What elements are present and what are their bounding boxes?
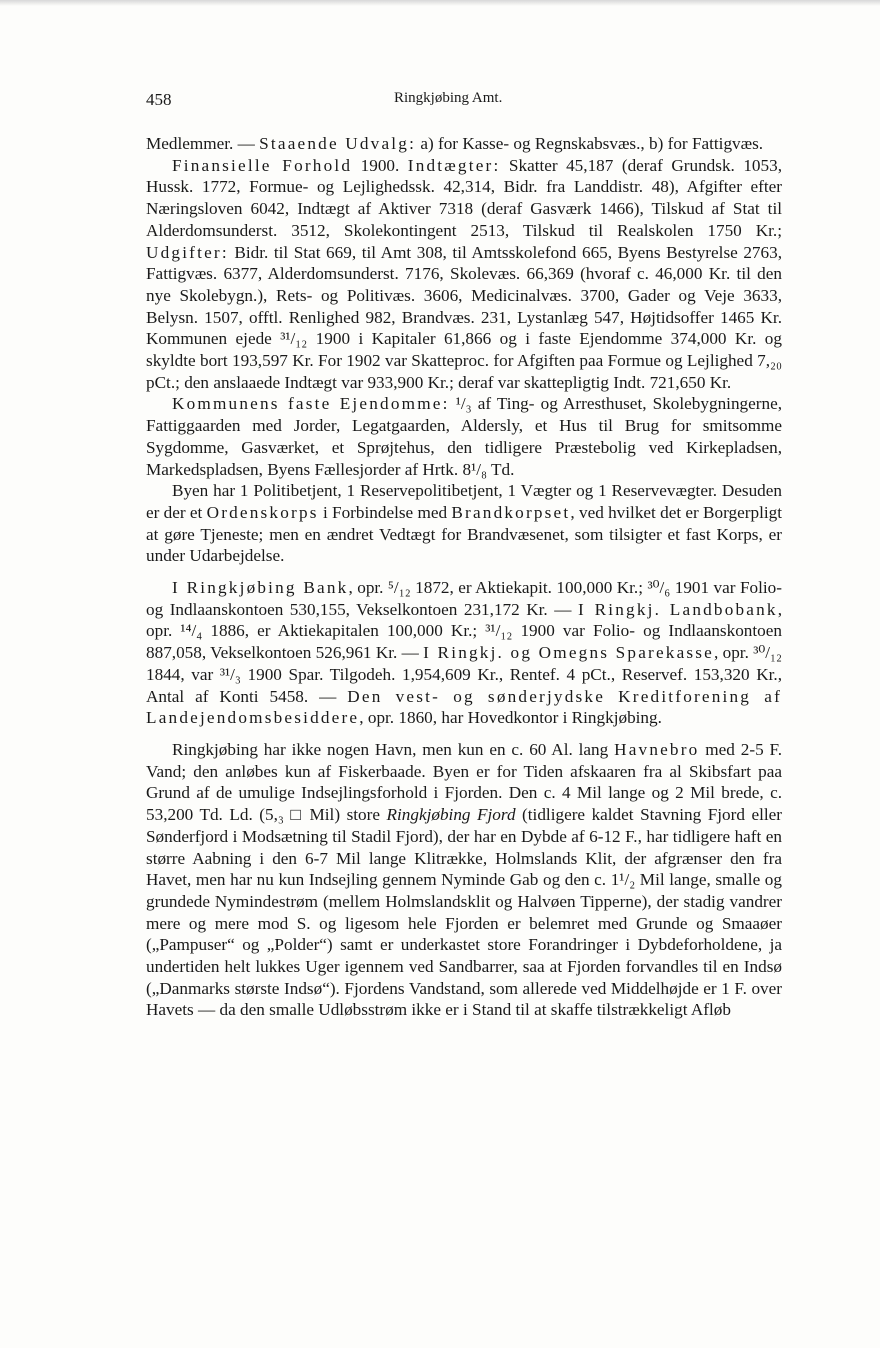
text-segment: , opr. ³⁰/₁₂ 1844, var ³¹/₃ 1900 Spar. Tilgodeh. 1,954,609 Kr., Rentef. 4 pCt., Reservef. 153,320 Kr., Antal af Konti 5458. —: [146, 643, 782, 706]
paragraph-banks: [146, 577, 782, 729]
text-segment: a) for Kasse- og Regnskabsvæs., b) for Fattigvæs.: [416, 134, 764, 153]
text-segment: Ringkjøbing har ikke nogen Havn, men kun en c. 60 Al. lang: [172, 739, 615, 759]
text-segment: ¹/₃ af Ting- og Arresthuset, Skolebygningerne, Fattiggaarden med Jorder, Legatgaarden, Aldersly, et Hus til Brug for smitsomme Sygdomme, Gasværket, et Sprøjtehus, den tidligere Præstebolig ved Kirkepladsen, Markedspladsen, Byens Fællesjorder af Hrtk. 8¹/₈ Td.: [146, 394, 782, 479]
text-segment-spaced: Havnebro: [614, 739, 700, 759]
running-title: Ringkjøbing Amt.: [394, 90, 503, 106]
paragraph-finances: [146, 155, 782, 394]
text-segment-spaced: Den vest- og sønderjydske Kreditforening af Landejendomsbesiddere: [146, 686, 782, 728]
text-segment-italic: Ringkjøbing Fjord: [386, 805, 516, 825]
text-segment-spaced: Staaende Udvalg:: [259, 134, 417, 153]
paragraph-police: [146, 480, 782, 567]
text-segment-spaced: Brandkorpset: [451, 502, 571, 522]
paragraph-committees: [146, 133, 782, 155]
text-segment: Skatter 45,187 (deraf Grundsk. 1053, Hussk. 1772, Formue- og Lejlighedssk. 42,314, Bidr. fra Landdistr. 48), Afgifter efter Næringsloven 6042, Indtægt af Aktiver 7318 (deraf Gasværk 1466), Tilskud af Stat til Alderdomsunderst. 3512, Skolekontingent 2513, Tilskud til Realskolen 1750 Kr.;: [146, 155, 782, 240]
text-segment-spaced: Udgifter:: [146, 242, 229, 262]
page-number: 458: [146, 90, 172, 109]
text-segment: , opr. 1860, har Hovedkontor i Ringkjøbing.: [359, 708, 662, 728]
text-segment: med 2-5 F. Vand; den anløbes kun af Fiskerbaade. Byen er for Tiden afskaaren fra al Skibsfart paa Grund af de umulige Indsejlingsforhold i Fjorden. Den c. 4 Mil lange og 2 Mil brede, c. 53,200 Td. Ld. (5,₃ □ Mil) store: [146, 739, 782, 825]
scan-edge-shadow: [0, 0, 880, 6]
text-segment: (tidligere kaldet Stavning Fjord eller Sønderfjord i Modsætning til Stadil Fjord), der har en Dybde af 6-12 F., har tidligere haft en større Aabning i den 6-7 Mil lange Klitrække, Holmslands Klit, der afgrænser den fra Havet, men har nu kun Indsejling gennem Nyminde Gab og den c. 1¹/₂ Mil lange, smalle og grundede Nymindestrøm (mellem Holmslandsklit og Halvøen Tipperne), der stadig vandrer mere og mere mod S. og ligesom hele Fjorden er belemret med Grunde og Smaaøer („Pampuser“ og „Polder“) samt er underkastet store Forandringer i Dybdeforholdene, ja undertiden helt lukkes Uger igennem ved Sandbarrer, saa at Fjorden forvandles til en Indsø („Danmarks største Indsø“). Fjordens Vandstand, som allerede ved Middelhøjde er 1 F. over Havets — da den smalle Udløbsstrøm ikke er i Stand til at skaffe tilstrækkeligt Afløb: [146, 805, 782, 1020]
text-segment-spaced: Finansielle Forhold: [172, 155, 353, 175]
text-segment: , opr. ¹⁴/₄ 1886, er Aktiekapitalen 100,000 Kr.; ³¹/₁₂ 1900 var Folio- og Indlaanskontoen 887,058, Vekselkontoen 526,961 Kr. —: [146, 599, 783, 663]
text-segment-spaced: Ordenskorps: [206, 502, 319, 522]
text-segment-spaced: Indtægter:: [407, 155, 501, 175]
text-segment: i Forbindelse med: [318, 502, 452, 522]
paragraph-harbour-fjord: [146, 739, 782, 1021]
paragraph-property: [146, 393, 782, 480]
page-header: [146, 90, 786, 114]
body-text: [146, 133, 782, 1021]
text-segment: Medlemmer. —: [146, 134, 260, 153]
text-segment: , opr. ⁵/₁₂ 1872, er Aktiekapit. 100,000 Kr.; ³⁰/₆ 1901 var Folio- og Indlaanskontoen 530,155, Vekselkontoen 231,172 Kr. —: [146, 578, 782, 619]
text-segment: 1900.: [352, 155, 408, 175]
text-segment-spaced: Kommunens faste Ejendomme:: [172, 394, 450, 414]
text-segment-spaced: I Ringkj. og Omegns Sparekasse: [423, 643, 715, 663]
text-segment: , ved hvilket det er Borgerpligt at gøre Tjeneste; men en ændret Vedtægt for Brandvæsenet, som tilsigter et fast Korps, er under Udarbejdelse.: [146, 502, 782, 566]
text-segment-spaced: I Ringkjøbing Bank: [172, 578, 349, 598]
text-segment: Byen har 1 Politibetjent, 1 Reservepolitibetjent, 1 Vægter og 1 Reservevægter. Desuden er der et: [146, 481, 782, 522]
text-segment-spaced: I Ringkj. Landbobank: [577, 599, 778, 619]
text-segment: Bidr. til Stat 669, til Amt 308, til Amtsskolefond 665, Byens Bestyrelse 2763, Fattigvæs. 6377, Alderdomsunderst. 7176, Skolevæs. 66,369 (hvoraf c. 46,000 Kr. til den nye Skolebygn.), Rets- og Politivæs. 3606, Medicinalvæs. 3700, Gader og Veje 3633, Belysn. 1507, offtl. Renlighed 982, Brandvæs. 231, Lystanlæg 547, Højtidsoffer 1465 Kr. Kommunen ejede ³¹/₁₂ 1900 i Kapitaler 61,866 og i faste Ejendomme 374,000 Kr. og skyldte bort 193,597 Kr. For 1902 var Skatteproc. for Afgiften paa Formue og Lejlighed 7,₂₀ pCt.; den anslaaede Indtægt var 933,900 Kr.; deraf var skattepligtig Indt. 721,650 Kr.: [146, 242, 782, 392]
